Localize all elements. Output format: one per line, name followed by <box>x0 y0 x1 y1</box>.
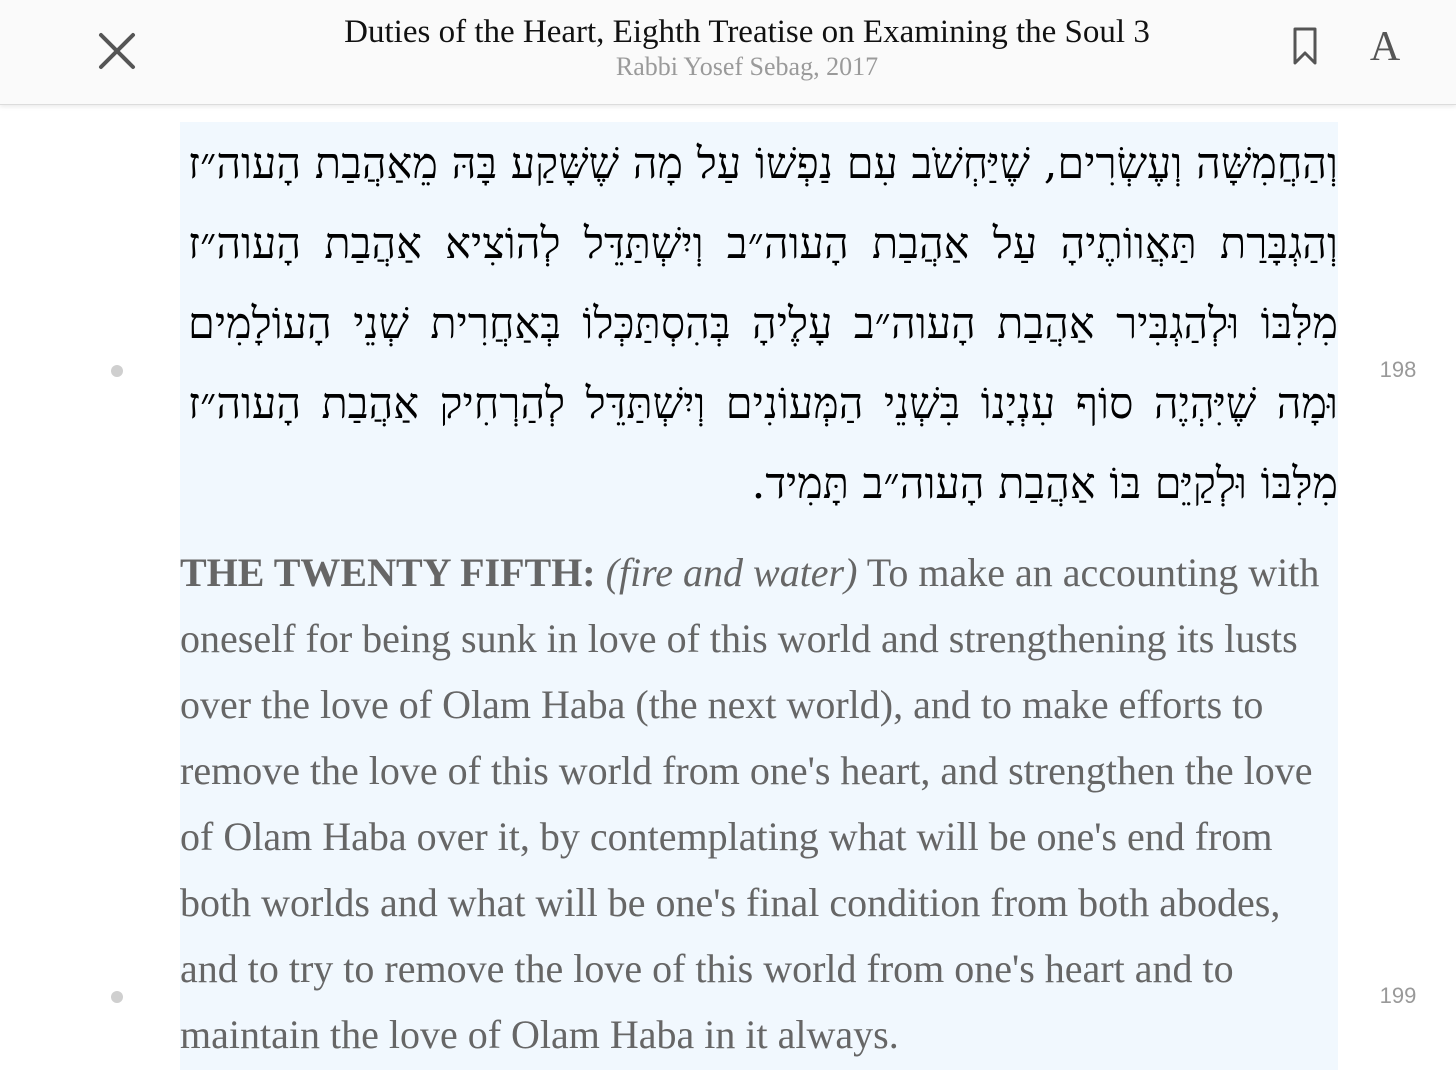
segment-note: (fire and water) <box>605 550 858 595</box>
segment-marker-dot <box>111 365 123 377</box>
segment-body: To make an accounting with oneself for being sunk in love of this world and strengthening its lusts over the love of Olam Haba (the next world), and to make efforts to remove the love of this world from one's heart, and strengthen the love of Olam Haba over it, by contemplating what will be one's end from both worlds and what will be one's final condition from both abodes, and to try to remove the love of this world from one's heart and to maintain the love of Olam Haba in it always. <box>180 550 1320 1057</box>
top-bar <box>0 0 1456 105</box>
english-text-segment[interactable] <box>180 540 1330 1068</box>
page-number-198: 198 <box>1379 357 1417 382</box>
font-settings-button[interactable]: A <box>1369 24 1401 70</box>
header-titles <box>300 12 1194 82</box>
segment-marker-dot <box>111 991 123 1003</box>
page-number-199: 199 <box>1379 983 1417 1008</box>
bookmark-button[interactable] <box>1290 26 1320 66</box>
page-subtitle: Rabbi Yosef Sebag, 2017 <box>615 52 879 81</box>
segment-heading: THE TWENTY FIFTH: <box>180 550 596 595</box>
page-title: Duties of the Heart, Eighth Treatise on Examining the Soul 3 <box>344 14 1150 50</box>
bookmark-icon <box>1290 26 1320 66</box>
hebrew-text-segment[interactable]: וְהַחֲמִשָּׁה וְעֶשְׂרִים, שֶׁיַּחְשֹׁב עִם נַפְשׁוֹ עַל מָה שֶׁשָּׁקַע בָּהּ מֵאַהֲבַת הָעוה״ז וְהַגְבָּרַת תַּאֲווֹתֶיהָ עַל אַהֲבַת הָעוה״ב וְיִשְׁתַּדֵּל לְהוֹצִיא אַהֲבַת הָעוה״ז מִלִּבּוֹ וּלְהַגְבִּיר אַהֲבַת הָעוה״ב עָלֶיהָ בְּהִסְתַּכְּלוֹ בְּאַחֲרִית שְׁנֵי הָעוֹלָמִים וּמָה שֶׁיִּהְיֶה סוֹף עִנְיָנוֹ בִּשְׁנֵי הַמְּעוֹנִים וְיִשְׁתַּדֵּל לְהַרְחִיק אַהֲבַת הָעוה״ז מִלִּבּוֹ וּלְקַיֵּם בּוֹ אַהֲבַת הָעוה״ב תָּמִיד. <box>188 139 1338 509</box>
close-icon <box>94 28 140 74</box>
close-button[interactable] <box>94 28 140 74</box>
